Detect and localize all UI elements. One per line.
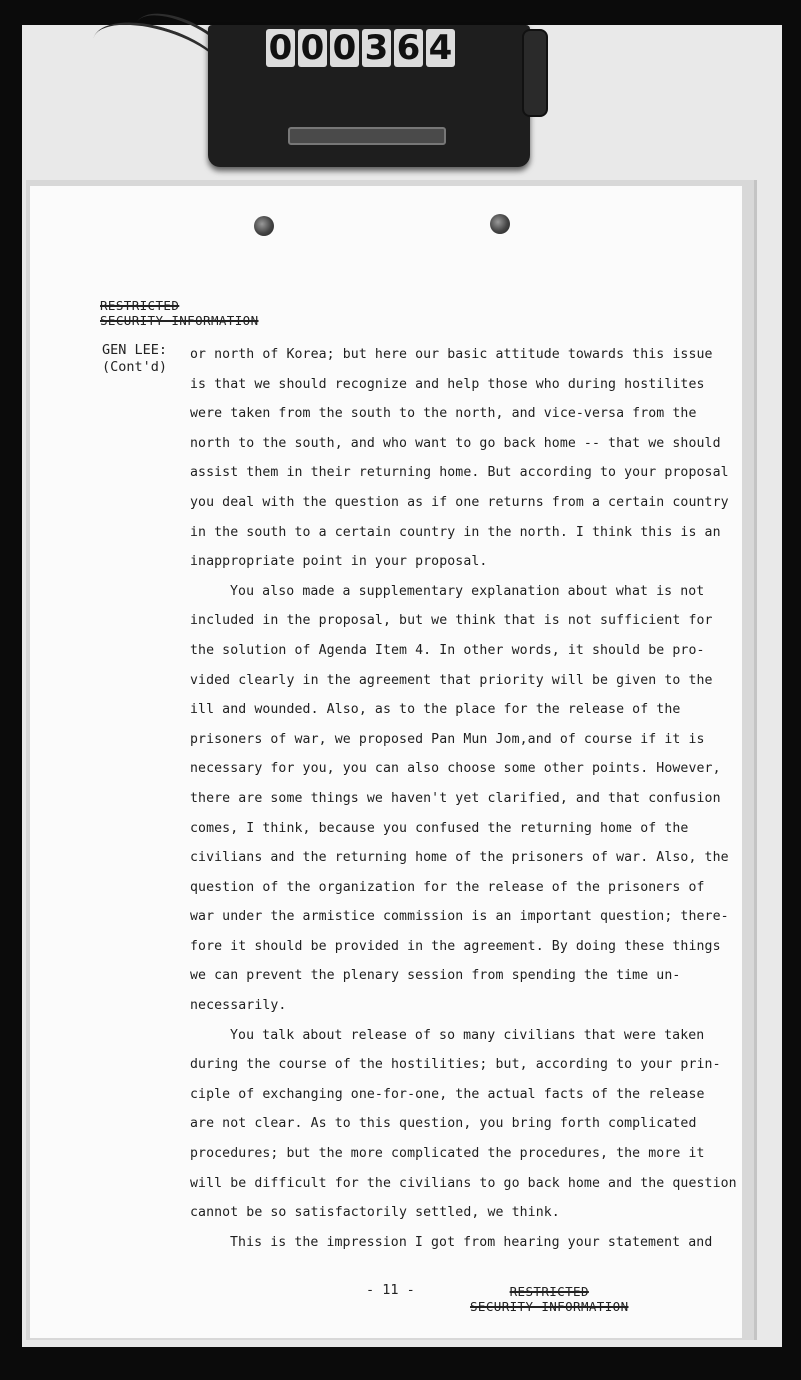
footer-classification	[470, 1284, 629, 1314]
page-number: - 11 -	[366, 1282, 415, 1298]
text-line: is that we should recognize and help those who during hostilites	[190, 376, 705, 392]
text-line: cannot be so satisfactorily settled, we think.	[190, 1205, 560, 1221]
speaker-label	[102, 342, 182, 376]
text-line: or north of Korea; but here our basic attitude towards this issue	[190, 347, 713, 362]
header-classification-line2: SECURITY INFORMATION	[100, 313, 259, 328]
text-line: You talk about release of so many civilians that were taken	[230, 1027, 705, 1043]
counter-digit: 6	[394, 29, 423, 67]
text-line: in the south to a certain country in the north. I think this is an	[190, 524, 721, 540]
text-line: will be difficult for the civilians to go back home and the question	[190, 1175, 737, 1191]
body-text	[190, 340, 737, 1257]
text-line: question of the organization for the release of the prisoners of	[190, 879, 705, 895]
text-line: assist them in their returning home. But according to your proposal	[190, 465, 729, 481]
text-line: necessarily.	[190, 998, 287, 1014]
counter-digit: 4	[426, 29, 455, 67]
text-line: war under the armistice commission is an important question; there-	[190, 909, 729, 925]
counter-knob	[522, 29, 548, 117]
header-classification	[100, 298, 259, 328]
header-classification-line1: RESTRICTED	[100, 298, 180, 313]
text-line: the solution of Agenda Item 4. In other words, it should be pro-	[190, 642, 705, 658]
text-line: ciple of exchanging one-for-one, the actual facts of the release	[190, 1086, 705, 1102]
text-line: vided clearly in the agreement that priority will be given to the	[190, 672, 713, 688]
text-line: during the course of the hostilities; but, according to your prin-	[190, 1057, 721, 1073]
frame-counter	[208, 25, 530, 167]
text-line: comes, I think, because you confused the returning home of the	[190, 820, 689, 836]
text-line: ill and wounded. Also, as to the place for the release of the	[190, 702, 681, 718]
footer-classification-line1: RESTRICTED	[509, 1284, 589, 1299]
text-line: civilians and the returning home of the prisoners of war. Also, the	[190, 850, 729, 866]
text-line: north to the south, and who want to go back home -- that we should	[190, 435, 721, 451]
text-line: necessary for you, you can also choose some other points. However,	[190, 761, 721, 777]
text-line: included in the proposal, but we think that is not sufficient for	[190, 613, 713, 629]
text-line: inappropriate point in your proposal.	[190, 554, 488, 570]
text-line: prisoners of war, we proposed Pan Mun Jom,and of course if it is	[190, 731, 705, 747]
text-line: there are some things we haven't yet clarified, and that confusion	[190, 790, 721, 806]
text-line: You also made a supplementary explanation about what is not	[230, 583, 705, 599]
text-line: This is the impression I got from hearing your statement and	[230, 1234, 713, 1250]
text-line: were taken from the south to the north, and vice-versa from the	[190, 406, 697, 422]
counter-digit: 0	[330, 29, 359, 67]
text-line: procedures; but the more complicated the procedures, the more it	[190, 1146, 705, 1162]
footer-classification-line2: SECURITY INFORMATION	[470, 1299, 629, 1314]
speaker-note: (Cont'd)	[102, 359, 168, 375]
counter-slot	[288, 127, 446, 145]
text-line: we can prevent the plenary session from spending the time un-	[190, 968, 681, 984]
counter-digits	[266, 29, 455, 69]
text-line: are not clear. As to this question, you bring forth complicated	[190, 1116, 697, 1132]
text-line: you deal with the question as if one returns from a certain country	[190, 494, 729, 510]
counter-digit: 3	[362, 29, 391, 67]
punch-hole-right	[490, 214, 510, 234]
counter-digit: 0	[266, 29, 295, 67]
counter-digit: 0	[298, 29, 327, 67]
punch-hole-left	[254, 216, 274, 236]
speaker-name: GEN LEE:	[102, 342, 168, 358]
text-line: fore it should be provided in the agreement. By doing these things	[190, 938, 721, 954]
